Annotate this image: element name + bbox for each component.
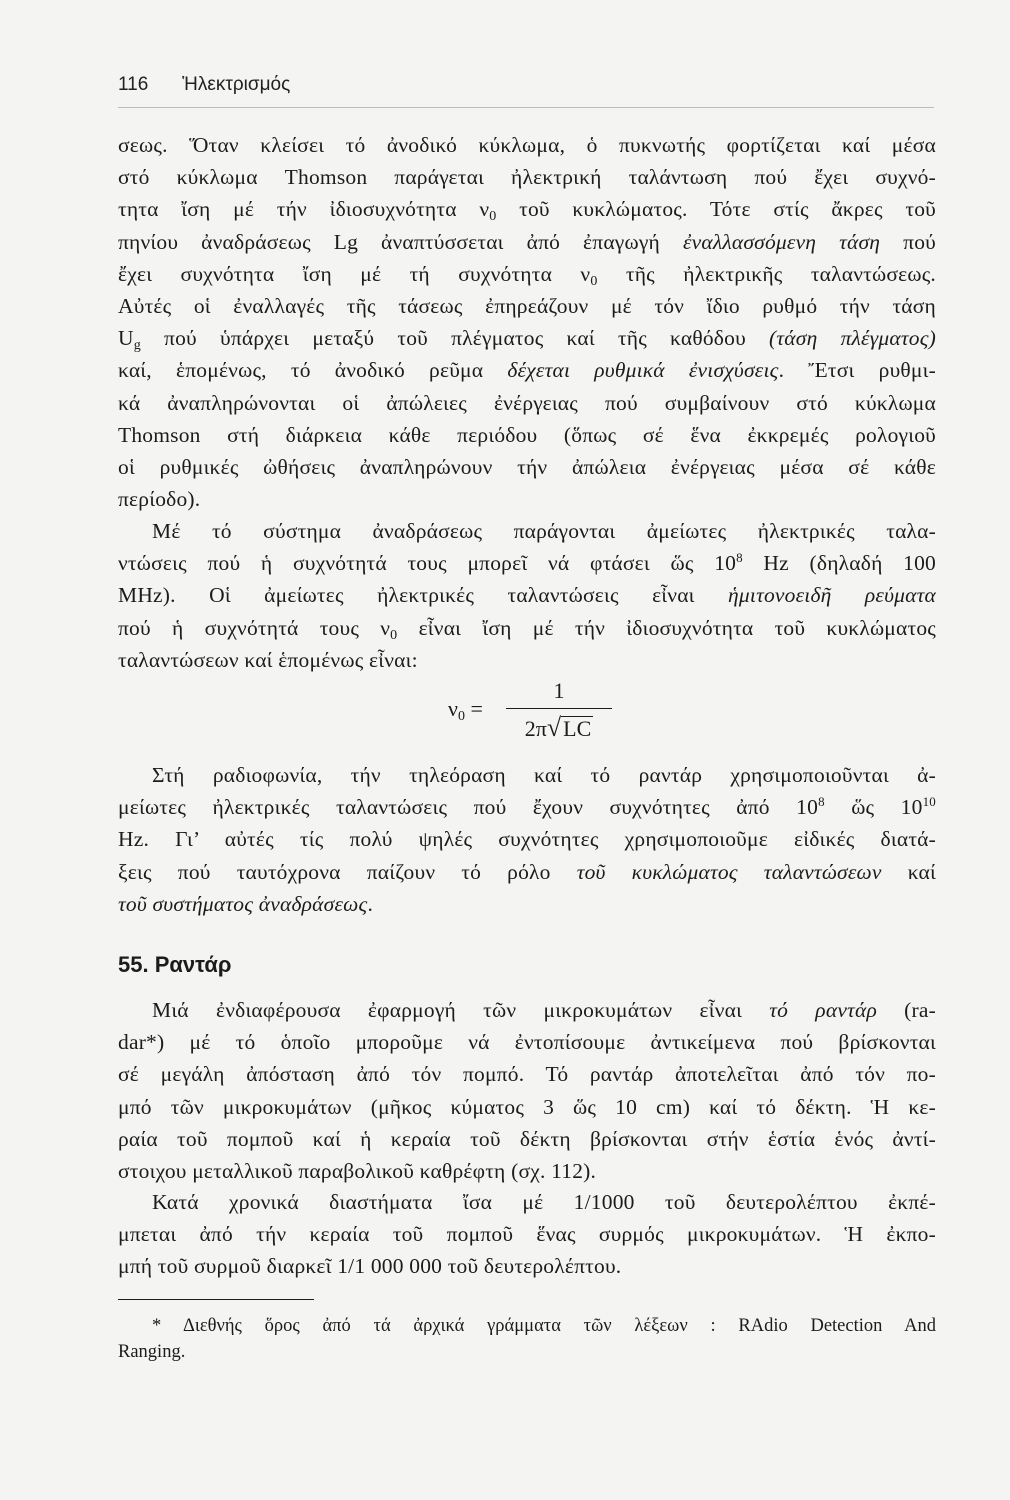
page-header bbox=[118, 74, 290, 96]
text-line: $U_g$ πού ὑπάρχει μεταξύ τοῦ πλέγματος καί τῆς καθόδου (τάση πλέγματος) bbox=[118, 326, 936, 354]
square-root: LC bbox=[563, 716, 592, 741]
text-line: σέ μεγάλη ἀπόσταση ἀπό τόν πομπό. Τό ραντάρ ἀποτελεῖται ἀπό τόν πο- bbox=[118, 1062, 936, 1087]
paragraph-thomson-circuit bbox=[118, 129, 936, 515]
section-number: 55. bbox=[118, 952, 149, 977]
text-line: πού ἡ συχνότητά τους $\nu_0$ εἶναι ἴση μέ τήν ἰδιοσυχνότητα τοῦ κυκλώματος bbox=[118, 615, 936, 643]
footnote bbox=[118, 1313, 936, 1365]
text-line: ἔχει συχνότητα ἴση μέ τή συχνότητα $\nu_0$ τῆς ἠλεκτρικῆς ταλαντώσεως. bbox=[118, 261, 936, 289]
text-line: τητα ἴση μέ τήν ἰδιοσυχνότητα $\nu_0$ τοῦ κυκλώματος. Τότε στίς ἄκρες τοῦ bbox=[118, 197, 936, 225]
footnote-line: Ranging. bbox=[118, 1342, 186, 1362]
fraction-bar bbox=[506, 708, 612, 709]
text-line: τοῦ συστήματος ἀναδράσεως. bbox=[118, 891, 374, 916]
text-line: Hz. Γι’ αὐτές τίς πολύ ψηλές συχνότητες χρησιμοποιοῦμε εἰδικές διατά- bbox=[118, 827, 936, 852]
text-line: καί, ἑπομένως, τό ἀνοδικό ρεῦμα δέχεται ρυθμικά ἐνισχύσεις. Ἔτσι ρυθμι- bbox=[118, 358, 936, 383]
text-line: Μέ τό σύστημα ἀναδράσεως παράγονται ἀμείωτες ἠλεκτρικές ταλα- bbox=[152, 519, 936, 543]
running-title: Ἡλεκτρισμός bbox=[182, 74, 291, 95]
text-line: μπό τῶν μικροκυμάτων (μῆκος κύματος 3 ὥς 10 cm) καί τό δέκτη. Ἡ κε- bbox=[118, 1094, 936, 1119]
section-title: Ραντάρ bbox=[154, 952, 232, 977]
section-heading bbox=[118, 952, 232, 978]
text-line: Thomson στή διάρκεια κάθε περιόδου (ὅπως σέ ἕνα ἐκκρεμές ρολογιοῦ bbox=[118, 422, 936, 447]
text-line: ντώσεις πού ἡ συχνότητά τους μπορεῖ νά φτάσει ὥς $10^8$ Hz (δηλαδή 100 bbox=[118, 550, 936, 576]
text-line: περίοδο). bbox=[118, 487, 201, 512]
paragraph-pulses bbox=[118, 1186, 936, 1283]
text-line: dar*) μέ τό ὁποῖο μποροῦμε νά ἐντοπίσουμε ἀντικείμενα πού βρίσκονται bbox=[118, 1030, 936, 1055]
text-line: οἱ ρυθμικές ὠθήσεις ἀναπληρώνουν τήν ἀπώλεια ἐνέργειας μέσα σέ κάθε bbox=[118, 454, 936, 479]
paragraph-applications bbox=[118, 759, 936, 920]
text-line: μείωτες ἠλεκτρικές ταλαντώσεις πού ἔχουν συχνότητες ἀπό $10^8$ ὥς $10^{10}$ bbox=[118, 794, 936, 820]
text-line: Αὐτές οἱ ἐναλλαγές τῆς τάσεως ἐπηρεάζουν μέ τόν ἴδιο ρυθμό τήν τάση bbox=[118, 293, 936, 318]
footnote-divider bbox=[118, 1299, 314, 1300]
text-line: ξεις πού ταυτόχρονα παίζουν τό ρόλο τοῦ κυκλώματος ταλαντώσεων καί bbox=[118, 859, 936, 884]
text-line: Μιά ἐνδιαφέρουσα ἐφαρμογή τῶν μικροκυμάτων εἶναι τό ραντάρ (ra- bbox=[152, 998, 936, 1022]
text-line: σεως. Ὅταν κλείσει τό ἀνοδικό κύκλωμα, ὁ πυκνωτής φορτίζεται καί μέσα bbox=[118, 133, 936, 157]
text-line: ραία τοῦ πομποῦ καί ἡ κεραία τοῦ δέκτη βρίσκονται στήν ἑστία ἑνός ἀντί- bbox=[118, 1126, 936, 1151]
frequency-formula bbox=[448, 674, 648, 754]
text-line: Στή ραδιοφωνία, τήν τηλεόραση καί τό ραντάρ χρησιμοποιοῦνται ἀ- bbox=[152, 763, 936, 787]
text-line: ταλαντώσεων καί ἑπομένως εἶναι: bbox=[118, 647, 418, 672]
formula-denominator: 2π√LC bbox=[524, 713, 592, 742]
text-line: στοιχου μεταλλικοῦ παραβολικοῦ καθρέφτη (σχ. 112). bbox=[118, 1158, 597, 1183]
paragraph-radar bbox=[118, 994, 936, 1187]
text-line: μπεται ἀπό τήν κεραία τοῦ πομποῦ ἕνας συρμός μικροκυμάτων. Ἡ ἐκπο- bbox=[118, 1222, 936, 1247]
page-number: 116 bbox=[118, 74, 149, 95]
paragraph-undamped-oscillations bbox=[118, 515, 936, 676]
formula-lhs: $\nu_0$ = bbox=[448, 696, 483, 724]
text-line: Κατά χρονικά διαστήματα ἴσα μέ 1/1000 τοῦ δευτερολέπτου ἐκπέ- bbox=[152, 1190, 936, 1214]
formula-numerator: 1 bbox=[553, 678, 565, 703]
text-line: πηνίου ἀναδράσεως Lg ἀναπτύσσεται ἀπό ἐπαγωγή ἐναλλασσόμενη τάση πού bbox=[118, 229, 936, 254]
text-line: MHz). Οἱ ἀμείωτες ἠλεκτρικές ταλαντώσεις εἶναι ἡμιτονοειδῆ ρεύματα bbox=[118, 583, 936, 608]
text-line: κά ἀναπληρώνονται οἱ ἀπώλειες ἐνέργειας πού συμβαίνουν στό κύκλωμα bbox=[118, 390, 936, 415]
text-line: μπή τοῦ συρμοῦ διαρκεῖ 1/1 000 000 τοῦ δευτερολέπτου. bbox=[118, 1254, 622, 1279]
footnote-line: * Διεθνής ὅρος ἀπό τά ἀρχικά γράμματα τῶν λέξεων : RAdio Detection And bbox=[152, 1316, 936, 1336]
formula-fraction bbox=[506, 674, 612, 744]
header-divider bbox=[118, 107, 934, 108]
text-line: στό κύκλωμα Thomson παράγεται ἠλεκτρική ταλάντωση πού ἔχει συχνό- bbox=[118, 165, 936, 190]
